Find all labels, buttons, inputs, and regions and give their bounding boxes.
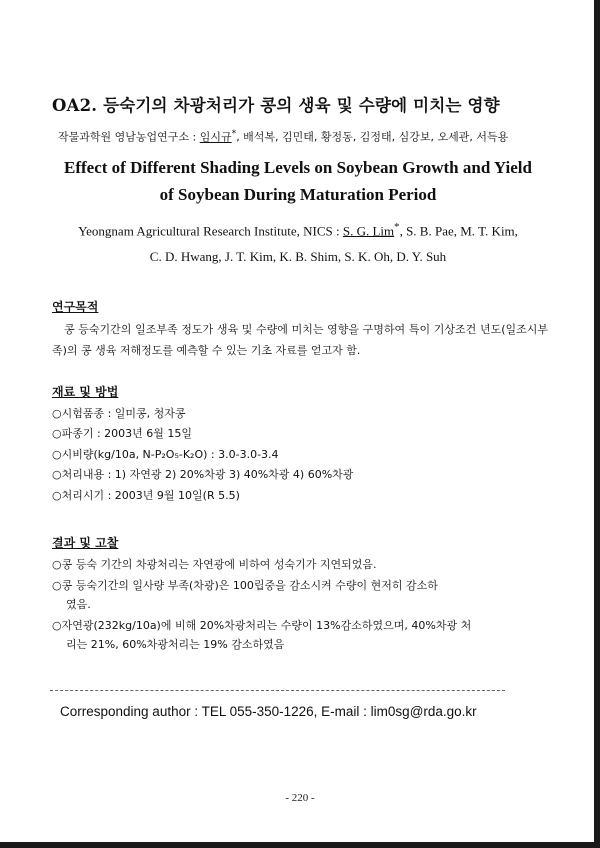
- result-continuation: 였음.: [66, 598, 91, 612]
- abstract-body: [48, 92, 548, 682]
- result-line: ○자연광(232kg/10a)에 비해 20%차광처리는 수량이 13%감소하였으며, 40%차광 처: [52, 619, 472, 633]
- page-edge-bottom: [0, 842, 600, 848]
- result-line: ○콩 등숙 기간의 차광처리는 자연광에 비하여 성숙기가 지연되었음.: [52, 558, 377, 572]
- english-authors: [48, 214, 548, 270]
- results-heading: 결과 및 고찰: [52, 536, 119, 551]
- dashed-divider: [50, 690, 505, 691]
- results-list: [52, 555, 548, 654]
- page-edge-right: [594, 0, 600, 848]
- list-item: ○파종기 : 2003년 6월 15일: [52, 427, 193, 441]
- korean-title: OA2. 등숙기의 차광처리가 콩의 생육 및 수량에 미치는 영향: [52, 96, 500, 115]
- korean-coauthors: , 배석복, 김민태, 황정동, 김정태, 심강보, 오세관, 서득용: [236, 130, 509, 144]
- list-item: ○처리시기 : 2003년 9월 10일(R 5.5): [52, 488, 240, 502]
- english-authors-line2: C. D. Hwang, J. T. Kim, K. B. Shim, S. K. Oh, D. Y. Suh: [149, 248, 447, 264]
- methods-list: [52, 404, 548, 507]
- list-item: [52, 616, 548, 654]
- objective-heading: 연구목적: [52, 299, 99, 314]
- methods-heading: 재료 및 방법: [52, 384, 119, 399]
- english-first-author: S. G. Lim: [342, 222, 395, 238]
- english-title-line2: of Soybean During Maturation Period: [159, 184, 437, 204]
- corresponding-mark: *: [231, 128, 237, 139]
- korean-authors: [58, 128, 548, 145]
- english-affiliation: Yeongnam Agricultural Research Institute, NICS :: [78, 222, 343, 238]
- list-item: ○시비량(kg/10a, N-P₂O₅-K₂O) : 3.0-3.0-3.4: [52, 447, 279, 461]
- list-item: ○시험품종 : 일미콩, 청자콩: [52, 406, 186, 420]
- list-item: ○처리내용 : 1) 자연광 2) 20%차광 3) 40%차광 4) 60%차광: [52, 468, 354, 482]
- korean-first-author: 임시규: [199, 130, 232, 144]
- english-title: [48, 154, 548, 208]
- english-corresponding-mark: *: [394, 220, 400, 233]
- english-coauthors-line1: , S. B. Pae, M. T. Kim,: [399, 222, 518, 238]
- list-item: [52, 555, 548, 574]
- list-item: [52, 576, 548, 614]
- result-line: ○콩 등숙기간의 일사량 부족(차광)은 100립중을 감소시켜 수량이 현저히 감소하: [52, 579, 438, 593]
- english-authors-line1: [48, 214, 548, 244]
- korean-affiliation: 작물과학원 영남농업연구소 :: [58, 130, 200, 144]
- english-title-line1: Effect of Different Shading Levels on Soybean Growth and Yield: [64, 157, 532, 177]
- page-number: - 220 -: [285, 792, 315, 804]
- result-continuation: 리는 21%, 60%차광처리는 19% 감소하였음: [66, 638, 285, 652]
- objective-text: 콩 등숙기간의 일조부족 정도가 생육 및 수량에 미치는 영향을 구명하여 특이 기상조건 년도(일조시부족)의 콩 생육 저해정도를 예측할 수 있는 기초 자료를 얻고자 함.: [52, 322, 548, 357]
- corresponding-author: Corresponding author : TEL 055-350-1226, E-mail : lim0sg@rda.go.kr: [60, 704, 477, 719]
